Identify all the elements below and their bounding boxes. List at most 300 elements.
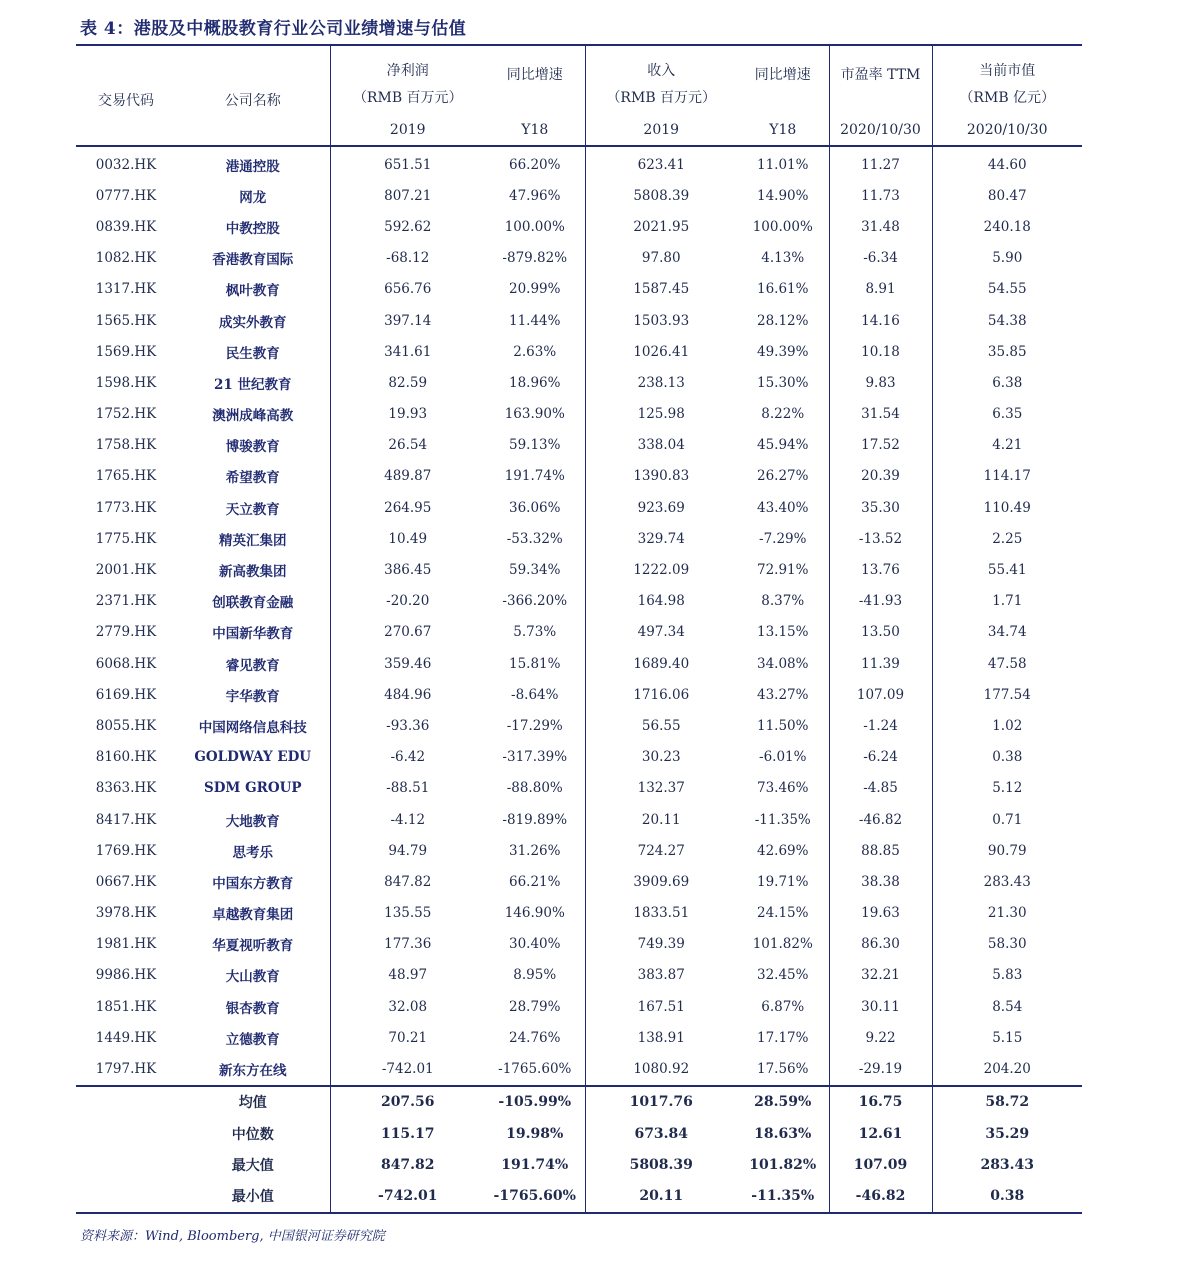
cell-pe: 8.91 <box>829 274 932 305</box>
header-revenue-unit: （RMB 百万元） <box>585 80 737 114</box>
table-row <box>76 773 1082 804</box>
cell-revenue: 383.87 <box>585 960 737 991</box>
cell-net-profit-yoy: 146.90% <box>504 905 565 922</box>
header-revenue: 收入 <box>585 45 737 80</box>
cell-net-profit: 807.21 <box>330 180 485 211</box>
cell-mcap: 54.38 <box>932 305 1082 336</box>
cell-mcap: 0.71 <box>932 804 1082 835</box>
header-net-profit-yoy: 同比增速 <box>506 67 563 83</box>
cell-revenue: 338.04 <box>585 430 737 461</box>
cell-code: 3978.HK <box>95 905 157 922</box>
cell-revenue-yoy: 13.15% <box>757 624 809 641</box>
cell-company-name: 香港教育国际 <box>212 252 294 269</box>
cell-blank <box>76 1149 176 1180</box>
cell-company-name: 希望教育 <box>225 470 280 487</box>
cell-revenue: 749.39 <box>585 929 737 960</box>
cell-company-name: 成实外教育 <box>219 314 287 331</box>
cell-code: 0032.HK <box>95 156 157 173</box>
cell-mcap: 110.49 <box>932 492 1082 523</box>
cell-mcap: 204.20 <box>932 1053 1082 1085</box>
cell-revenue: 1587.45 <box>585 274 737 305</box>
cell-mcap: 34.74 <box>932 617 1082 648</box>
cell-code: 1598.HK <box>95 374 157 391</box>
table-row <box>76 211 1082 242</box>
cell-mcap: 2.25 <box>932 523 1082 554</box>
cell-mcap: 8.54 <box>932 991 1082 1022</box>
cell-code: 2779.HK <box>95 624 157 641</box>
cell-revenue-yoy: -11.35% <box>754 811 811 828</box>
cell-pe: -41.93 <box>829 586 932 617</box>
cell-net-profit: -93.36 <box>330 710 485 741</box>
header-mcap-unit: （RMB 亿元） <box>932 80 1082 114</box>
cell-pe: 31.54 <box>829 399 932 430</box>
cell-net-profit: 656.76 <box>330 274 485 305</box>
cell-revenue-yoy: 100.00% <box>752 218 813 235</box>
cell-summary-label: 均值 <box>176 1086 330 1118</box>
cell-net-profit-yoy: 19.98% <box>506 1125 564 1142</box>
cell-revenue: 5808.39 <box>585 180 737 211</box>
cell-net-profit-yoy: 47.96% <box>509 187 561 204</box>
cell-code: 0777.HK <box>95 187 157 204</box>
cell-company-name: 21 世纪教育 <box>214 376 292 393</box>
cell-pe: 13.50 <box>829 617 932 648</box>
cell-net-profit: 135.55 <box>330 898 485 929</box>
cell-net-profit-yoy: 20.99% <box>509 281 561 298</box>
cell-net-profit-yoy: 66.21% <box>509 873 561 890</box>
cell-net-profit: 341.61 <box>330 336 485 367</box>
cell-revenue-yoy: 28.12% <box>757 312 809 329</box>
cell-code: 1569.HK <box>95 343 157 360</box>
cell-revenue-yoy: 4.13% <box>761 250 805 267</box>
header-name: 公司名称 <box>224 93 281 109</box>
cell-net-profit: 847.82 <box>330 1149 485 1180</box>
cell-company-name: 思考乐 <box>232 844 273 861</box>
cell-mcap: 0.38 <box>932 742 1082 773</box>
table-row <box>76 461 1082 492</box>
cell-revenue: 1222.09 <box>585 554 737 585</box>
table-row <box>76 243 1082 274</box>
cell-mcap: 80.47 <box>932 180 1082 211</box>
cell-revenue-yoy: 32.45% <box>757 967 809 984</box>
cell-net-profit: 207.56 <box>330 1086 485 1118</box>
cell-mcap: 35.29 <box>932 1118 1082 1149</box>
table-row <box>76 648 1082 679</box>
table-row <box>76 367 1082 398</box>
cell-code: 6068.HK <box>95 655 157 672</box>
cell-net-profit: 177.36 <box>330 929 485 960</box>
cell-revenue-yoy: 6.87% <box>761 998 805 1015</box>
cell-net-profit: 847.82 <box>330 866 485 897</box>
cell-code: 1773.HK <box>95 499 157 516</box>
cell-company-name: 民生教育 <box>225 345 280 362</box>
cell-code: 1758.HK <box>95 437 157 454</box>
header-blank-code <box>76 114 176 146</box>
cell-net-profit: 651.51 <box>330 146 485 180</box>
header-net-profit: 净利润 <box>330 45 485 80</box>
cell-revenue: 30.23 <box>585 742 737 773</box>
cell-net-profit-yoy: -819.89% <box>502 811 568 828</box>
cell-mcap: 114.17 <box>932 461 1082 492</box>
cell-code: 1797.HK <box>95 1061 157 1078</box>
table-row <box>76 960 1082 991</box>
cell-net-profit-yoy: 24.76% <box>509 1029 561 1046</box>
header-mcap-date: 2020/10/30 <box>932 114 1082 146</box>
cell-mcap: 58.72 <box>932 1086 1082 1118</box>
table-row <box>76 336 1082 367</box>
cell-company-name: 澳洲成峰高教 <box>212 408 294 425</box>
cell-mcap: 1.02 <box>932 710 1082 741</box>
cell-mcap: 54.55 <box>932 274 1082 305</box>
cell-revenue: 20.11 <box>585 1181 737 1213</box>
cell-pe: 16.75 <box>829 1086 932 1118</box>
cell-net-profit: 94.79 <box>330 835 485 866</box>
cell-company-name: 银杏教育 <box>225 1000 280 1017</box>
cell-revenue-yoy: 8.37% <box>761 593 805 610</box>
cell-mcap: 55.41 <box>932 554 1082 585</box>
cell-net-profit-yoy: -88.80% <box>506 780 563 797</box>
cell-revenue-yoy: 11.01% <box>757 156 809 173</box>
cell-pe: 32.21 <box>829 960 932 991</box>
cell-company-name: 博骏教育 <box>225 439 280 456</box>
cell-company-name: 大地教育 <box>225 813 280 830</box>
header-revenue-y18: Y18 <box>737 114 829 146</box>
cell-revenue-yoy: 24.15% <box>757 905 809 922</box>
table-row <box>76 710 1082 741</box>
cell-pe: 30.11 <box>829 991 932 1022</box>
cell-revenue: 724.27 <box>585 835 737 866</box>
cell-code: 8160.HK <box>95 749 157 766</box>
cell-net-profit: -4.12 <box>330 804 485 835</box>
cell-pe: 38.38 <box>829 866 932 897</box>
table-row <box>76 146 1082 180</box>
table-row <box>76 274 1082 305</box>
table-row <box>76 1022 1082 1053</box>
cell-revenue-yoy: 19.71% <box>757 873 809 890</box>
table-summary <box>76 1086 1082 1213</box>
cell-mcap: 177.54 <box>932 679 1082 710</box>
cell-revenue-yoy: 43.27% <box>757 686 809 703</box>
cell-net-profit: -68.12 <box>330 243 485 274</box>
cell-net-profit: -742.01 <box>330 1181 485 1213</box>
cell-net-profit: -88.51 <box>330 773 485 804</box>
header-net-profit-y18: Y18 <box>485 114 585 146</box>
cell-revenue: 20.11 <box>585 804 737 835</box>
cell-net-profit-yoy: -1765.60% <box>498 1061 572 1078</box>
cell-net-profit-yoy: 100.00% <box>504 218 565 235</box>
cell-net-profit-yoy: -1765.60% <box>485 1181 585 1213</box>
cell-pe: 107.09 <box>829 679 932 710</box>
table-row <box>76 523 1082 554</box>
cell-net-profit: 32.08 <box>330 991 485 1022</box>
cell-net-profit: 264.95 <box>330 492 485 523</box>
cell-revenue: 1833.51 <box>585 898 737 929</box>
cell-revenue: 167.51 <box>585 991 737 1022</box>
table-header <box>76 45 1082 146</box>
cell-code: 8055.HK <box>95 717 157 734</box>
cell-mcap: 6.38 <box>932 367 1082 398</box>
cell-net-profit-yoy: 11.44% <box>509 312 561 329</box>
cell-revenue: 164.98 <box>585 586 737 617</box>
table-row <box>76 742 1082 773</box>
cell-revenue-yoy: 18.63% <box>754 1125 812 1142</box>
cell-mcap: 1.71 <box>932 586 1082 617</box>
cell-pe: 11.27 <box>829 146 932 180</box>
cell-pe: -6.24 <box>829 742 932 773</box>
cell-revenue-yoy: 43.40% <box>757 499 809 516</box>
cell-company-name: 大山教育 <box>225 969 280 986</box>
cell-net-profit-yoy: 191.74% <box>504 468 565 485</box>
summary-row <box>76 1118 1082 1149</box>
header-net-profit-year: 2019 <box>330 114 485 146</box>
cell-pe: 11.39 <box>829 648 932 679</box>
cell-revenue: 1026.41 <box>585 336 737 367</box>
cell-company-name: 中国网络信息科技 <box>198 719 307 736</box>
cell-code: 1775.HK <box>95 530 157 547</box>
cell-revenue: 5808.39 <box>585 1149 737 1180</box>
cell-pe: 9.83 <box>829 367 932 398</box>
cell-pe: -1.24 <box>829 710 932 741</box>
cell-code: 1769.HK <box>95 842 157 859</box>
cell-net-profit: 397.14 <box>330 305 485 336</box>
table-row <box>76 835 1082 866</box>
cell-summary-label: 最大值 <box>231 1157 274 1174</box>
cell-net-profit: 82.59 <box>330 367 485 398</box>
cell-blank <box>76 1086 176 1118</box>
cell-net-profit-yoy: 30.40% <box>509 936 561 953</box>
cell-mcap: 47.58 <box>932 648 1082 679</box>
cell-net-profit-yoy: -53.32% <box>506 530 563 547</box>
cell-revenue-yoy: 42.69% <box>757 842 809 859</box>
cell-company-name: 新高教集团 <box>219 564 287 581</box>
cell-revenue: 238.13 <box>585 367 737 398</box>
cell-code: 1565.HK <box>95 312 157 329</box>
cell-code: 1082.HK <box>95 250 157 267</box>
cell-net-profit: 359.46 <box>330 648 485 679</box>
cell-revenue: 497.34 <box>585 617 737 648</box>
cell-company-name: 网龙 <box>239 189 267 206</box>
cell-net-profit: -6.42 <box>330 742 485 773</box>
table-title: 表 4：港股及中概股教育行业公司业绩增速与估值 <box>80 19 467 39</box>
cell-pe: -6.34 <box>829 243 932 274</box>
table-body <box>76 146 1082 1086</box>
cell-revenue: 1080.92 <box>585 1053 737 1085</box>
cell-revenue: 125.98 <box>585 399 737 430</box>
cell-mcap: 58.30 <box>932 929 1082 960</box>
cell-company-name: 卓越教育集团 <box>212 907 294 924</box>
cell-net-profit-yoy: 59.13% <box>509 437 561 454</box>
cell-mcap: 5.90 <box>932 243 1082 274</box>
table-row <box>76 929 1082 960</box>
cell-revenue-yoy: 11.50% <box>757 717 809 734</box>
cell-net-profit-yoy: 18.96% <box>509 374 561 391</box>
summary-row <box>76 1149 1082 1180</box>
cell-company-name: GOLDWAY EDU <box>194 749 312 766</box>
cell-code: 1449.HK <box>95 1029 157 1046</box>
source-note: 资料来源：Wind, Bloomberg, 中国银河证券研究院 <box>80 1229 385 1244</box>
cell-pe: -13.52 <box>829 523 932 554</box>
cell-net-profit-yoy: 2.63% <box>513 343 557 360</box>
cell-pe: 31.48 <box>829 211 932 242</box>
cell-mcap: 5.15 <box>932 1022 1082 1053</box>
cell-net-profit-yoy: -8.64% <box>511 686 559 703</box>
cell-net-profit: 489.87 <box>330 461 485 492</box>
cell-summary-label: 中位数 <box>231 1126 274 1143</box>
cell-revenue-yoy: 34.08% <box>757 655 809 672</box>
cell-net-profit-yoy: -366.20% <box>502 593 568 610</box>
cell-net-profit: 70.21 <box>330 1022 485 1053</box>
cell-revenue-yoy: -11.35% <box>737 1181 829 1213</box>
cell-revenue: 923.69 <box>585 492 737 523</box>
cell-code: 2001.HK <box>95 562 157 579</box>
cell-net-profit: 10.49 <box>330 523 485 554</box>
cell-net-profit: -742.01 <box>330 1053 485 1085</box>
table-row <box>76 898 1082 929</box>
cell-revenue: 3909.69 <box>585 866 737 897</box>
cell-net-profit-yoy: 15.81% <box>509 655 561 672</box>
cell-code: 1765.HK <box>95 468 157 485</box>
cell-net-profit-yoy: 59.34% <box>509 562 561 579</box>
cell-revenue-yoy: 73.46% <box>757 780 809 797</box>
summary-row <box>76 1086 1082 1118</box>
table-row <box>76 180 1082 211</box>
cell-net-profit: -20.20 <box>330 586 485 617</box>
cell-mcap: 4.21 <box>932 430 1082 461</box>
cell-revenue-yoy: 14.90% <box>757 187 809 204</box>
cell-blank <box>76 1118 176 1149</box>
table-row <box>76 305 1082 336</box>
table-row <box>76 991 1082 1022</box>
cell-revenue-yoy: 26.27% <box>757 468 809 485</box>
cell-net-profit-yoy: -879.82% <box>502 250 568 267</box>
cell-company-name: 新东方在线 <box>219 1063 287 1080</box>
cell-pe: -46.82 <box>829 804 932 835</box>
cell-summary-label: 最小值 <box>176 1181 330 1213</box>
cell-net-profit-yoy: -317.39% <box>502 749 568 766</box>
cell-code: 6169.HK <box>95 686 157 703</box>
cell-revenue: 56.55 <box>585 710 737 741</box>
header-pe-date: 2020/10/30 <box>829 114 932 146</box>
cell-net-profit: 26.54 <box>330 430 485 461</box>
cell-net-profit-yoy: 163.90% <box>504 406 565 423</box>
table-row <box>76 866 1082 897</box>
cell-code: 9986.HK <box>95 967 157 984</box>
cell-pe: 12.61 <box>829 1118 932 1149</box>
cell-net-profit-yoy: 66.20% <box>509 156 561 173</box>
cell-company-name: 枫叶教育 <box>225 283 280 300</box>
cell-mcap: 35.85 <box>932 336 1082 367</box>
cell-revenue-yoy: 17.17% <box>757 1029 809 1046</box>
cell-company-name: 中教控股 <box>225 220 280 237</box>
cell-revenue-yoy: -6.01% <box>759 749 807 766</box>
cell-revenue: 1689.40 <box>585 648 737 679</box>
cell-net-profit: 19.93 <box>330 399 485 430</box>
header-revenue-yoy: 同比增速 <box>754 67 811 83</box>
cell-net-profit-yoy: 36.06% <box>509 499 561 516</box>
cell-revenue-yoy: 8.22% <box>761 406 805 423</box>
table-row <box>76 554 1082 585</box>
cell-code: 8417.HK <box>95 811 157 828</box>
cell-pe: 17.52 <box>829 430 932 461</box>
cell-pe: 107.09 <box>829 1149 932 1180</box>
cell-revenue: 138.91 <box>585 1022 737 1053</box>
cell-net-profit-yoy: 28.79% <box>509 998 561 1015</box>
table-row <box>76 1053 1082 1085</box>
cell-revenue: 1716.06 <box>585 679 737 710</box>
cell-revenue-yoy: 72.91% <box>757 562 809 579</box>
cell-revenue-yoy: 15.30% <box>757 374 809 391</box>
header-blank-name <box>176 114 330 146</box>
header-revenue-year: 2019 <box>585 114 737 146</box>
cell-net-profit: 48.97 <box>330 960 485 991</box>
cell-code: 1981.HK <box>95 936 157 953</box>
cell-code: 1851.HK <box>95 998 157 1015</box>
cell-pe: 10.18 <box>829 336 932 367</box>
cell-revenue-yoy: 16.61% <box>757 281 809 298</box>
cell-mcap: 283.43 <box>932 866 1082 897</box>
header-mcap: 当前市值 <box>932 45 1082 80</box>
cell-net-profit: 386.45 <box>330 554 485 585</box>
cell-mcap: 90.79 <box>932 835 1082 866</box>
cell-mcap: 21.30 <box>932 898 1082 929</box>
cell-revenue-yoy: 28.59% <box>737 1086 829 1118</box>
cell-company-name: 立德教育 <box>225 1031 280 1048</box>
header-code: 交易代码 <box>98 93 154 109</box>
cell-revenue-yoy: 49.39% <box>757 343 809 360</box>
cell-pe: 9.22 <box>829 1022 932 1053</box>
cell-pe: 35.30 <box>829 492 932 523</box>
cell-revenue: 2021.95 <box>585 211 737 242</box>
cell-pe: 13.76 <box>829 554 932 585</box>
cell-code: 2371.HK <box>95 593 157 610</box>
cell-mcap: 5.12 <box>932 773 1082 804</box>
cell-net-profit-yoy: 8.95% <box>513 967 557 984</box>
cell-revenue-yoy: 101.82% <box>749 1156 817 1173</box>
cell-company-name: 睿见教育 <box>225 657 280 674</box>
cell-company-name: 中国新华教育 <box>212 626 294 643</box>
cell-code: 0839.HK <box>95 218 157 235</box>
cell-net-profit: 592.62 <box>330 211 485 242</box>
cell-revenue: 623.41 <box>585 146 737 180</box>
cell-net-profit-yoy: 5.73% <box>513 624 557 641</box>
cell-revenue-yoy: 45.94% <box>757 437 809 454</box>
cell-pe: -4.85 <box>829 773 932 804</box>
cell-revenue: 1390.83 <box>585 461 737 492</box>
cell-revenue-yoy: 101.82% <box>752 936 813 953</box>
cell-company-name: 创联教育金融 <box>212 595 294 612</box>
table-row <box>76 586 1082 617</box>
header-pe: 市盈率 TTM <box>829 45 932 114</box>
cell-company-name: 中国东方教育 <box>212 875 294 892</box>
table-row <box>76 804 1082 835</box>
cell-pe: 20.39 <box>829 461 932 492</box>
cell-code: 1317.HK <box>95 281 157 298</box>
cell-net-profit-yoy: 31.26% <box>509 842 561 859</box>
cell-mcap: 0.38 <box>932 1181 1082 1213</box>
cell-revenue-yoy: 17.56% <box>757 1061 809 1078</box>
cell-net-profit: 484.96 <box>330 679 485 710</box>
cell-code: 1752.HK <box>95 406 157 423</box>
cell-revenue: 1503.93 <box>585 305 737 336</box>
cell-company-name: 天立教育 <box>225 501 280 518</box>
cell-mcap: 44.60 <box>932 146 1082 180</box>
cell-pe: 88.85 <box>829 835 932 866</box>
table-row <box>76 430 1082 461</box>
cell-mcap: 240.18 <box>932 211 1082 242</box>
cell-mcap: 6.35 <box>932 399 1082 430</box>
table-row <box>76 679 1082 710</box>
cell-revenue: 673.84 <box>585 1118 737 1149</box>
cell-pe: 11.73 <box>829 180 932 211</box>
